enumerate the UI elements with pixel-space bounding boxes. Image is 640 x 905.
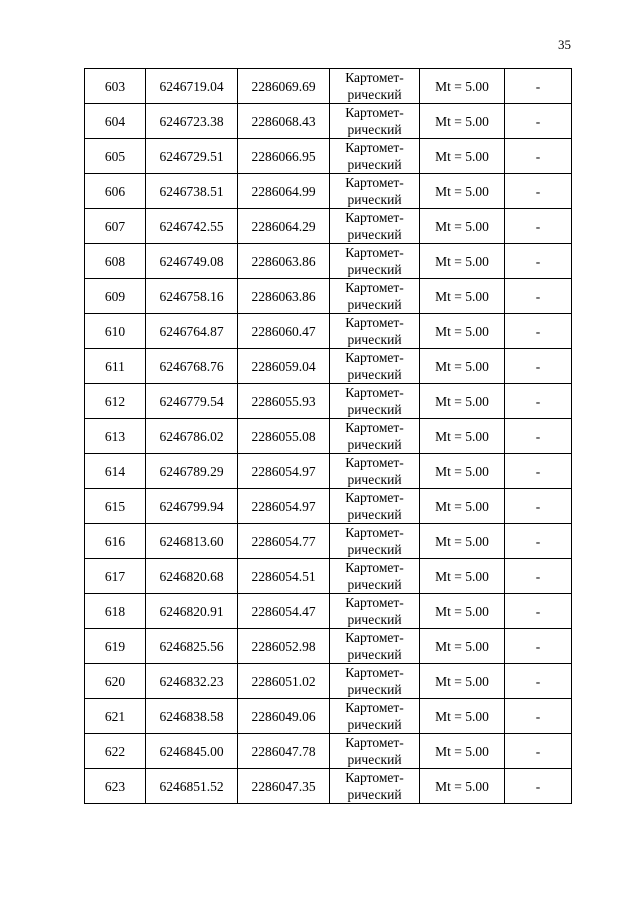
point-number: 607 <box>104 218 126 234</box>
x-coordinate-cell <box>146 664 238 699</box>
method-line-1: Картомет- <box>345 140 404 155</box>
accuracy-value: Mt = 5.00 <box>435 498 489 514</box>
accuracy-value: Mt = 5.00 <box>435 288 489 304</box>
x-coordinate: 6246742.55 <box>159 218 224 234</box>
y-coordinate-cell <box>238 139 330 174</box>
accuracy-value: Mt = 5.00 <box>435 358 489 374</box>
point-number: 603 <box>104 78 126 94</box>
point-number: 605 <box>104 148 126 164</box>
method-cell <box>330 209 420 244</box>
method-line-2: рический <box>347 682 402 697</box>
table-row <box>85 629 572 664</box>
method-line-2: рический <box>347 367 402 382</box>
x-coordinate: 6246820.91 <box>159 603 224 619</box>
description-value: - <box>535 78 541 94</box>
point-number: 611 <box>105 358 125 374</box>
method-cell <box>330 664 420 699</box>
method-line-2: рический <box>347 647 402 662</box>
description-cell <box>505 419 572 454</box>
x-coordinate: 6246825.56 <box>159 638 224 654</box>
accuracy-value: Mt = 5.00 <box>435 708 489 724</box>
coordinates-table-body <box>85 69 572 804</box>
accuracy-cell <box>420 139 505 174</box>
y-coordinate-cell <box>238 174 330 209</box>
x-coordinate: 6246764.87 <box>159 323 224 339</box>
accuracy-cell <box>420 104 505 139</box>
y-coordinate-cell <box>238 664 330 699</box>
table-row <box>85 419 572 454</box>
accuracy-value: Mt = 5.00 <box>435 673 489 689</box>
method-line-1: Картомет- <box>345 70 404 85</box>
table-row <box>85 454 572 489</box>
point-number-cell <box>85 524 146 559</box>
accuracy-value: Mt = 5.00 <box>435 393 489 409</box>
page-number: 35 <box>558 37 571 52</box>
accuracy-cell <box>420 559 505 594</box>
description-cell <box>505 104 572 139</box>
x-coordinate-cell <box>146 139 238 174</box>
y-coordinate-cell <box>238 454 330 489</box>
description-value: - <box>535 358 541 374</box>
method-line-2: рический <box>347 787 402 802</box>
point-number-cell <box>85 489 146 524</box>
coordinates-table <box>84 68 572 804</box>
description-cell <box>505 664 572 699</box>
y-coordinate-cell <box>238 244 330 279</box>
method-line-2: рический <box>347 87 402 102</box>
y-coordinate-cell <box>238 69 330 104</box>
table-row <box>85 489 572 524</box>
description-value: - <box>535 393 541 409</box>
description-value: - <box>535 183 541 199</box>
point-number: 618 <box>104 603 126 619</box>
accuracy-cell <box>420 244 505 279</box>
accuracy-cell <box>420 734 505 769</box>
method-line-2: рический <box>347 122 402 137</box>
description-cell <box>505 244 572 279</box>
description-cell <box>505 629 572 664</box>
accuracy-cell <box>420 419 505 454</box>
y-coordinate: 2286054.77 <box>251 533 316 549</box>
y-coordinate-cell <box>238 419 330 454</box>
y-coordinate-cell <box>238 489 330 524</box>
description-cell <box>505 279 572 314</box>
y-coordinate: 2286054.97 <box>251 498 316 514</box>
accuracy-value: Mt = 5.00 <box>435 743 489 759</box>
table-row <box>85 769 572 804</box>
table-row <box>85 699 572 734</box>
y-coordinate-cell <box>238 629 330 664</box>
y-coordinate-cell <box>238 559 330 594</box>
y-coordinate: 2286066.95 <box>251 148 316 164</box>
description-value: - <box>535 428 541 444</box>
y-coordinate: 2286068.43 <box>251 113 316 129</box>
description-cell <box>505 384 572 419</box>
point-number: 622 <box>104 743 126 759</box>
point-number-cell <box>85 629 146 664</box>
point-number: 623 <box>104 778 126 794</box>
method-cell <box>330 419 420 454</box>
accuracy-value: Mt = 5.00 <box>435 428 489 444</box>
y-coordinate: 2286052.98 <box>251 638 316 654</box>
description-value: - <box>535 743 541 759</box>
point-number-cell <box>85 209 146 244</box>
method-cell <box>330 349 420 384</box>
method-cell <box>330 629 420 664</box>
description-cell <box>505 559 572 594</box>
x-coordinate-cell <box>146 699 238 734</box>
description-value: - <box>535 708 541 724</box>
method-line-2: рический <box>347 332 402 347</box>
y-coordinate: 2286054.97 <box>251 463 316 479</box>
method-line-2: рический <box>347 157 402 172</box>
method-line-2: рический <box>347 297 402 312</box>
method-line-2: рический <box>347 542 402 557</box>
y-coordinate-cell <box>238 699 330 734</box>
method-line-1: Картомет- <box>345 105 404 120</box>
y-coordinate: 2286060.47 <box>251 323 316 339</box>
y-coordinate: 2286059.04 <box>251 358 316 374</box>
x-coordinate-cell <box>146 594 238 629</box>
y-coordinate: 2286054.51 <box>251 568 316 584</box>
point-number: 610 <box>104 323 126 339</box>
method-cell <box>330 104 420 139</box>
point-number-cell <box>85 559 146 594</box>
x-coordinate: 6246786.02 <box>159 428 224 444</box>
x-coordinate-cell <box>146 769 238 804</box>
accuracy-value: Mt = 5.00 <box>435 113 489 129</box>
point-number-cell <box>85 244 146 279</box>
method-cell <box>330 384 420 419</box>
accuracy-cell <box>420 664 505 699</box>
x-coordinate-cell <box>146 244 238 279</box>
table-row <box>85 244 572 279</box>
method-line-2: рический <box>347 472 402 487</box>
point-number-cell <box>85 174 146 209</box>
description-cell <box>505 594 572 629</box>
accuracy-value: Mt = 5.00 <box>435 463 489 479</box>
description-cell <box>505 769 572 804</box>
method-cell <box>330 454 420 489</box>
method-cell <box>330 279 420 314</box>
description-value: - <box>535 778 541 794</box>
y-coordinate: 2286055.08 <box>251 428 316 444</box>
x-coordinate-cell <box>146 524 238 559</box>
accuracy-cell <box>420 699 505 734</box>
method-cell <box>330 139 420 174</box>
point-number: 615 <box>104 498 126 514</box>
method-line-2: рический <box>347 507 402 522</box>
point-number: 606 <box>104 183 126 199</box>
y-coordinate-cell <box>238 384 330 419</box>
point-number: 612 <box>104 393 126 409</box>
point-number-cell <box>85 104 146 139</box>
table-row <box>85 209 572 244</box>
method-line-2: рический <box>347 437 402 452</box>
method-line-1: Картомет- <box>345 525 404 540</box>
description-value: - <box>535 253 541 269</box>
x-coordinate-cell <box>146 209 238 244</box>
method-cell <box>330 174 420 209</box>
point-number: 619 <box>104 638 126 654</box>
y-coordinate: 2286064.29 <box>251 218 316 234</box>
description-cell <box>505 209 572 244</box>
x-coordinate: 6246851.52 <box>159 778 224 794</box>
y-coordinate: 2286063.86 <box>251 288 316 304</box>
accuracy-value: Mt = 5.00 <box>435 253 489 269</box>
description-cell <box>505 314 572 349</box>
x-coordinate: 6246779.54 <box>159 393 224 409</box>
x-coordinate-cell <box>146 454 238 489</box>
x-coordinate-cell <box>146 69 238 104</box>
method-cell <box>330 594 420 629</box>
table-row <box>85 104 572 139</box>
accuracy-cell <box>420 524 505 559</box>
y-coordinate: 2286069.69 <box>251 78 316 94</box>
x-coordinate: 6246813.60 <box>159 533 224 549</box>
x-coordinate: 6246832.23 <box>159 673 224 689</box>
x-coordinate: 6246845.00 <box>159 743 224 759</box>
x-coordinate: 6246723.38 <box>159 113 224 129</box>
method-line-1: Картомет- <box>345 175 404 190</box>
y-coordinate: 2286054.47 <box>251 603 316 619</box>
x-coordinate-cell <box>146 349 238 384</box>
point-number-cell <box>85 454 146 489</box>
method-line-1: Картомет- <box>345 735 404 750</box>
description-value: - <box>535 533 541 549</box>
accuracy-value: Mt = 5.00 <box>435 568 489 584</box>
method-cell <box>330 769 420 804</box>
accuracy-cell <box>420 314 505 349</box>
method-cell <box>330 559 420 594</box>
x-coordinate-cell <box>146 629 238 664</box>
accuracy-cell <box>420 489 505 524</box>
description-value: - <box>535 113 541 129</box>
y-coordinate-cell <box>238 769 330 804</box>
x-coordinate-cell <box>146 489 238 524</box>
x-coordinate-cell <box>146 559 238 594</box>
table-row <box>85 664 572 699</box>
accuracy-value: Mt = 5.00 <box>435 148 489 164</box>
accuracy-cell <box>420 174 505 209</box>
method-line-1: Картомет- <box>345 665 404 680</box>
description-value: - <box>535 218 541 234</box>
x-coordinate: 6246719.04 <box>159 78 224 94</box>
x-coordinate-cell <box>146 174 238 209</box>
description-value: - <box>535 673 541 689</box>
method-line-1: Картомет- <box>345 385 404 400</box>
x-coordinate: 6246799.94 <box>159 498 224 514</box>
description-value: - <box>535 498 541 514</box>
point-number-cell <box>85 314 146 349</box>
table-row <box>85 594 572 629</box>
y-coordinate-cell <box>238 349 330 384</box>
point-number-cell <box>85 419 146 454</box>
description-cell <box>505 349 572 384</box>
x-coordinate-cell <box>146 314 238 349</box>
point-number: 614 <box>104 463 126 479</box>
x-coordinate: 6246838.58 <box>159 708 224 724</box>
method-line-1: Картомет- <box>345 770 404 785</box>
method-cell <box>330 734 420 769</box>
method-line-1: Картомет- <box>345 315 404 330</box>
table-row <box>85 734 572 769</box>
y-coordinate-cell <box>238 209 330 244</box>
description-value: - <box>535 603 541 619</box>
description-value: - <box>535 148 541 164</box>
method-line-1: Картомет- <box>345 630 404 645</box>
description-value: - <box>535 568 541 584</box>
x-coordinate-cell <box>146 279 238 314</box>
point-number-cell <box>85 699 146 734</box>
accuracy-value: Mt = 5.00 <box>435 533 489 549</box>
x-coordinate: 6246758.16 <box>159 288 224 304</box>
method-line-1: Картомет- <box>345 455 404 470</box>
point-number-cell <box>85 664 146 699</box>
accuracy-cell <box>420 769 505 804</box>
y-coordinate-cell <box>238 734 330 769</box>
accuracy-value: Mt = 5.00 <box>435 638 489 654</box>
point-number-cell <box>85 734 146 769</box>
y-coordinate-cell <box>238 524 330 559</box>
accuracy-value: Mt = 5.00 <box>435 78 489 94</box>
method-cell <box>330 524 420 559</box>
table-row <box>85 349 572 384</box>
method-line-1: Картомет- <box>345 350 404 365</box>
accuracy-cell <box>420 454 505 489</box>
y-coordinate-cell <box>238 104 330 139</box>
accuracy-value: Mt = 5.00 <box>435 778 489 794</box>
method-line-2: рический <box>347 577 402 592</box>
point-number: 604 <box>104 113 126 129</box>
table-row <box>85 139 572 174</box>
accuracy-cell <box>420 629 505 664</box>
y-coordinate: 2286047.35 <box>251 778 316 794</box>
accuracy-cell <box>420 384 505 419</box>
description-cell <box>505 734 572 769</box>
method-cell <box>330 489 420 524</box>
point-number-cell <box>85 594 146 629</box>
description-cell <box>505 69 572 104</box>
x-coordinate: 6246738.51 <box>159 183 224 199</box>
accuracy-cell <box>420 349 505 384</box>
x-coordinate-cell <box>146 104 238 139</box>
table-row <box>85 314 572 349</box>
table-row <box>85 384 572 419</box>
method-line-2: рический <box>347 752 402 767</box>
y-coordinate-cell <box>238 314 330 349</box>
x-coordinate: 6246789.29 <box>159 463 224 479</box>
method-line-2: рический <box>347 192 402 207</box>
x-coordinate: 6246729.51 <box>159 148 224 164</box>
method-line-1: Картомет- <box>345 595 404 610</box>
y-coordinate: 2286064.99 <box>251 183 316 199</box>
method-line-1: Картомет- <box>345 560 404 575</box>
method-cell <box>330 244 420 279</box>
description-cell <box>505 139 572 174</box>
x-coordinate: 6246749.08 <box>159 253 224 269</box>
point-number-cell <box>85 384 146 419</box>
table-row <box>85 69 572 104</box>
x-coordinate-cell <box>146 419 238 454</box>
accuracy-value: Mt = 5.00 <box>435 603 489 619</box>
point-number: 608 <box>104 253 126 269</box>
x-coordinate-cell <box>146 734 238 769</box>
point-number-cell <box>85 349 146 384</box>
description-value: - <box>535 463 541 479</box>
y-coordinate: 2286055.93 <box>251 393 316 409</box>
point-number: 609 <box>104 288 126 304</box>
table-row <box>85 524 572 559</box>
point-number-cell <box>85 139 146 174</box>
point-number-cell <box>85 769 146 804</box>
method-cell <box>330 699 420 734</box>
method-line-1: Картомет- <box>345 700 404 715</box>
method-line-1: Картомет- <box>345 210 404 225</box>
y-coordinate-cell <box>238 594 330 629</box>
point-number-cell <box>85 69 146 104</box>
x-coordinate: 6246820.68 <box>159 568 224 584</box>
accuracy-cell <box>420 209 505 244</box>
y-coordinate: 2286063.86 <box>251 253 316 269</box>
method-line-2: рический <box>347 717 402 732</box>
method-line-2: рический <box>347 262 402 277</box>
description-value: - <box>535 288 541 304</box>
y-coordinate-cell <box>238 279 330 314</box>
description-cell <box>505 489 572 524</box>
description-cell <box>505 524 572 559</box>
description-cell <box>505 174 572 209</box>
method-line-2: рический <box>347 227 402 242</box>
accuracy-value: Mt = 5.00 <box>435 218 489 234</box>
point-number-cell <box>85 279 146 314</box>
point-number: 616 <box>104 533 126 549</box>
point-number: 617 <box>104 568 126 584</box>
accuracy-cell <box>420 69 505 104</box>
description-cell <box>505 699 572 734</box>
method-line-2: рический <box>347 402 402 417</box>
y-coordinate: 2286051.02 <box>251 673 316 689</box>
description-cell <box>505 454 572 489</box>
y-coordinate: 2286049.06 <box>251 708 316 724</box>
accuracy-value: Mt = 5.00 <box>435 323 489 339</box>
table-row <box>85 279 572 314</box>
description-value: - <box>535 638 541 654</box>
point-number: 620 <box>104 673 126 689</box>
point-number: 613 <box>104 428 126 444</box>
x-coordinate-cell <box>146 384 238 419</box>
method-line-1: Картомет- <box>345 420 404 435</box>
method-cell <box>330 314 420 349</box>
method-line-1: Картомет- <box>345 280 404 295</box>
x-coordinate: 6246768.76 <box>159 358 224 374</box>
accuracy-cell <box>420 279 505 314</box>
y-coordinate: 2286047.78 <box>251 743 316 759</box>
method-line-1: Картомет- <box>345 245 404 260</box>
accuracy-value: Mt = 5.00 <box>435 183 489 199</box>
table-row <box>85 174 572 209</box>
method-line-1: Картомет- <box>345 490 404 505</box>
table-row <box>85 559 572 594</box>
point-number: 621 <box>104 708 126 724</box>
description-value: - <box>535 323 541 339</box>
method-line-2: рический <box>347 612 402 627</box>
method-cell <box>330 69 420 104</box>
accuracy-cell <box>420 594 505 629</box>
